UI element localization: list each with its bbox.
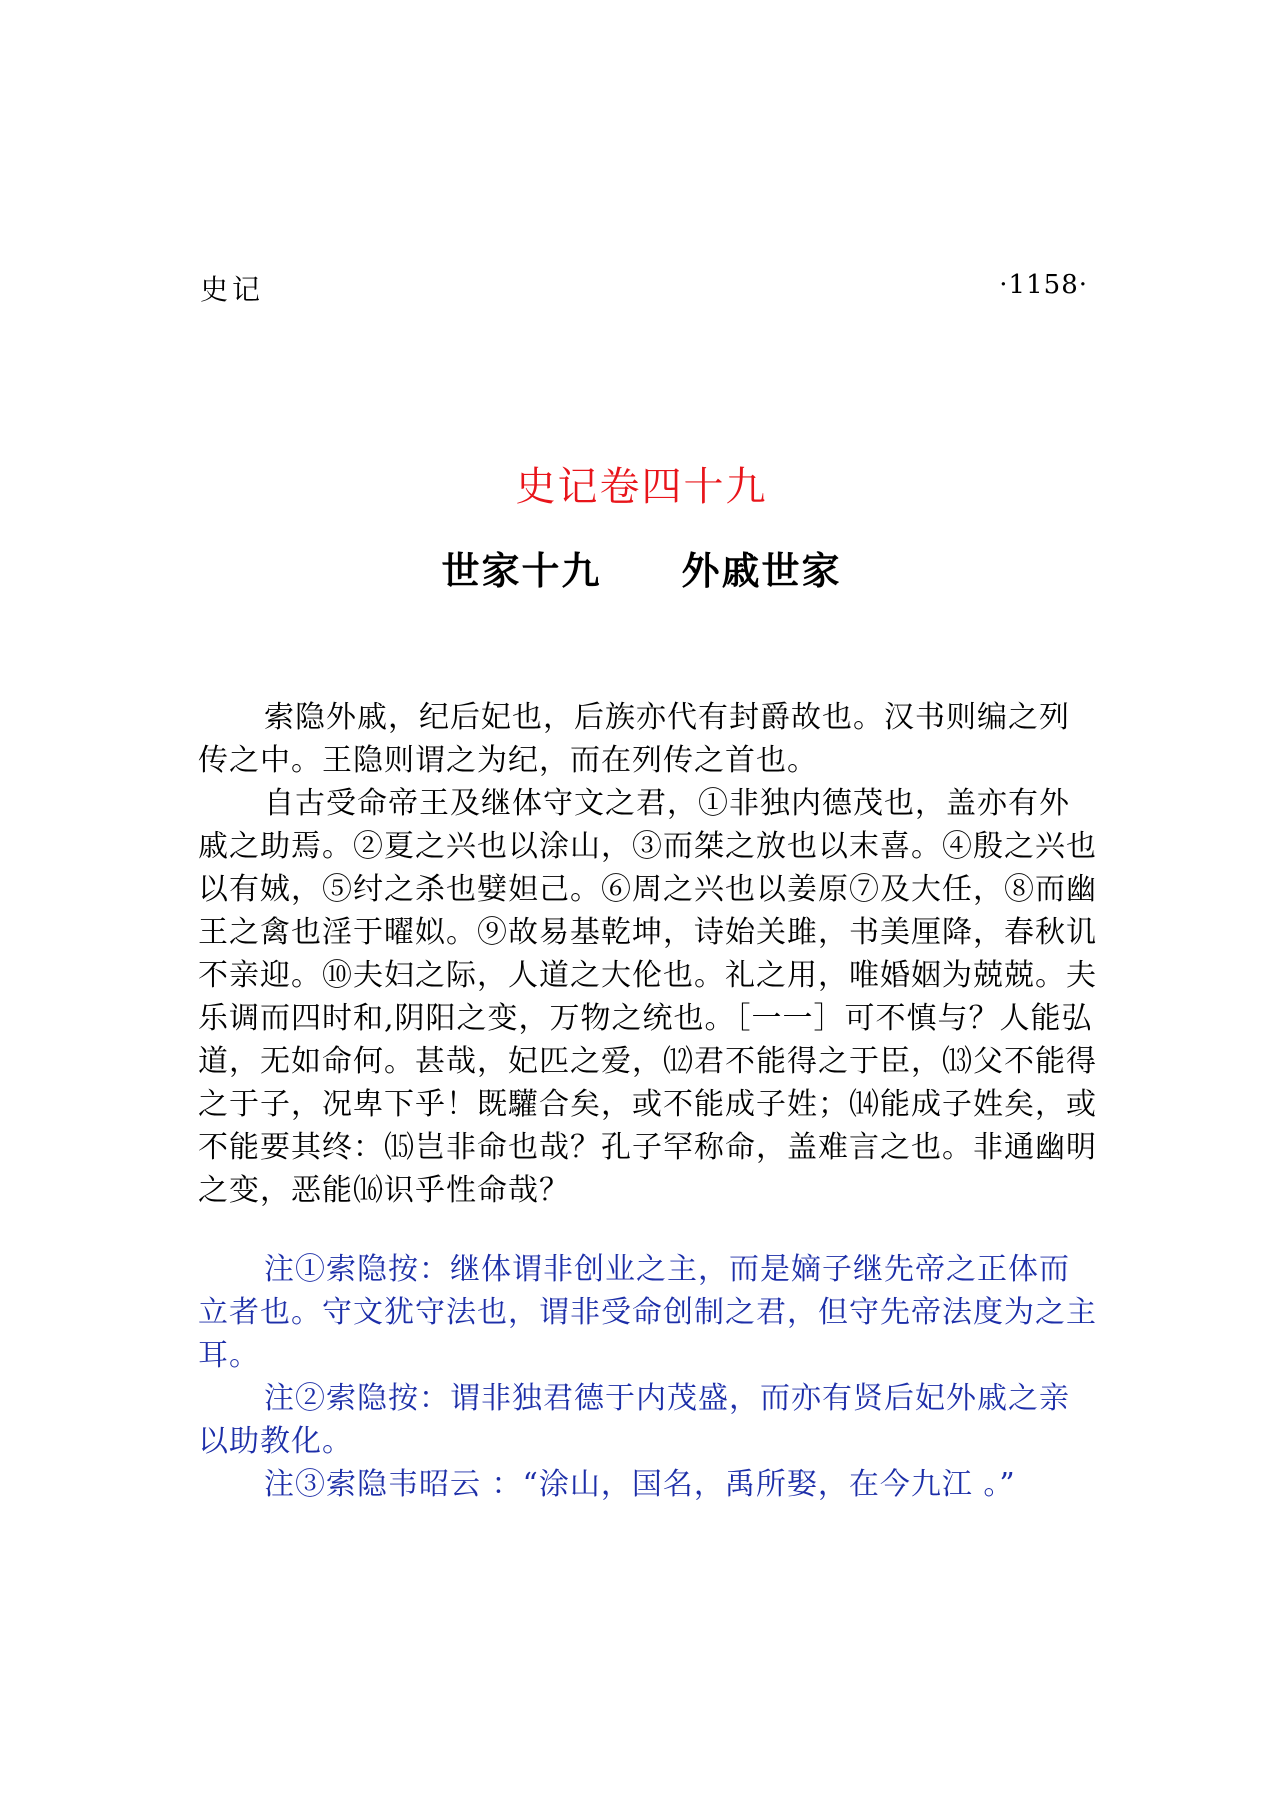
running-head-book-title: 史记 [200,273,265,306]
page-number: ·1158· [999,270,1088,300]
volume-title: 史记卷四十九 [515,464,768,510]
main-paragraph: 自古受命帝王及继体守文之君，①非独内德茂也，盖亦有外戚之助焉。②夏之兴也以涂山，③而桀之放也以末喜。④殷之兴也以有娀，⑤纣之杀也嬖妲己。⑥周之兴也以姜原⑦及大任，⑧而幽王之禽也淫于曜姒。⑨故易基乾坤，诗始关雎，书美厘降，春秋讥不亲迎。⑩夫妇之际，人道之大伦也。礼之用，唯婚姻为兢兢。夫乐调而四时和,阴阳之变，万物之统也。［一一］可不慎与？人能弘道，无如命何。甚哉，妃匹之爱，⑿君不能得之于臣，⒀父不能得之于子，况卑下乎！既驩合矣，或不能成子姓；⒁能成子姓矣，或不能要其终：⒂岂非命也哉？孔子罕称命，盖难言之也。非通幽明之变，恶能⒃识乎性命哉？ [198,786,1097,1208]
note-2: 注②索隐按：谓非独君德于内茂盛，而亦有贤后妃外戚之亲以助教化。 [198,1381,1070,1459]
chapter-name: 外戚世家 [681,549,842,593]
note-1: 注①索隐按：继体谓非创业之主，而是嫡子继先帝之正体而立者也。守文犹守法也，谓非受命创制之君，但守先帝法度为之主耳。 [198,1252,1097,1373]
main-text [198,696,1098,1212]
intro-paragraph: 索隐外戚，纪后妃也，后族亦代有封爵故也。汉书则编之列传之中。王隐则谓之为纪，而在列传之首也。 [198,700,1070,778]
chapter-title [0,540,1283,595]
note-3: 注③索隐韦昭云 ：“涂山，国名，禹所娶，在今九江 。” [264,1467,1016,1502]
chapter-series: 世家十九 [441,549,602,593]
annotation-notes [198,1248,1098,1506]
